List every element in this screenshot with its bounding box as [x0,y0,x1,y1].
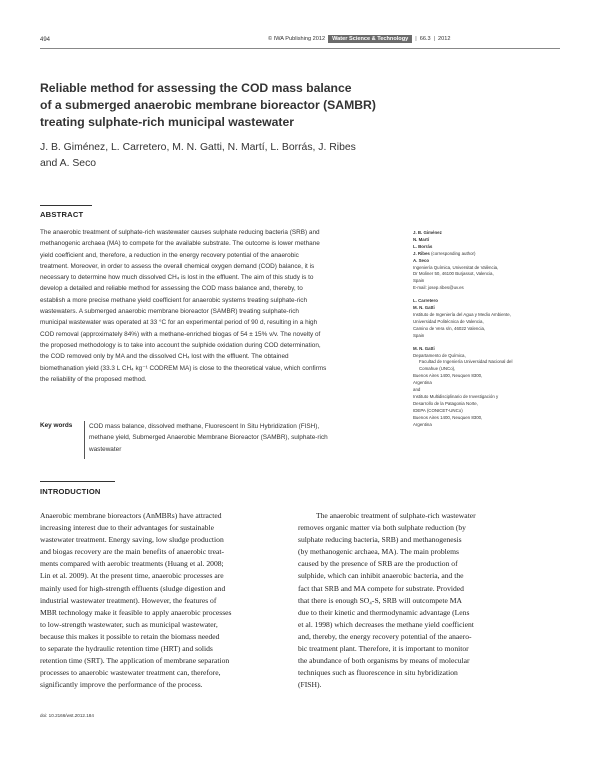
intro-line: et al. 1998) which decreases the methane yield coefficient [298,619,474,629]
volume-issue: 66.3 [419,36,431,42]
intro-line: techniques such as fluorescence in situ hybridization [298,668,458,678]
affiliation-line: Instituto Multidisciplinario de Investigación y [413,393,499,399]
abstract-line: municipal wastewater was operated at 33 °C for an experimental period of 90 d, resulting in a high [40,319,318,327]
keywords-list [89,421,389,455]
intro-line: fact that SRB and MA compete for substrate. Provided [298,583,464,593]
intro-line: and biogas recovery are the main benefits of anaerobic treat- [40,547,225,557]
affiliation-line: Argentina [413,421,432,427]
affiliation-author: A. Seco [413,257,430,263]
affiliation-line: Departamento de Química, [413,352,466,358]
email-link[interactable]: E-mail: josep.ribes@uv.es [413,285,464,291]
intro-line: Lin et al. 2009). At the present time, anaerobic processes are [40,571,224,581]
header-separator: | [433,36,436,42]
affiliation-line: Dr Moliner 50, 46100 Burjassot, Valencia, [413,271,494,277]
title-line: treating sulphate-rich municipal wastewater [40,115,294,129]
affiliation-line: Desarrollo de la Patagonia Norte, [413,400,478,406]
affiliation-line: Spain [413,278,425,284]
intro-line: ments compared with aerobic treatments (Huang et al. 2008; [40,559,224,569]
copyright: © IWA Publishing 2012 [268,36,326,42]
corresponding-author [413,251,563,258]
intro-line: because this makes it possible to retain the biomass needed [40,631,220,641]
affiliation-author: L. Borrás [413,243,433,249]
abstract-line: necessary to determine how much dissolved CH₄ is lost in the effluent. The aim of this study is to [40,274,314,282]
abstract-line: yield coefficient and, therefore, a reduction in the energy recovery potential of the anaerobic [40,251,299,259]
affiliation-line: Comahue (UNCo), [419,366,456,372]
intro-line: that there is enough SO₄-S, SRB will outcompete MA [298,595,463,605]
affiliation-line: Ingeniería Química, Universitat de València, [413,264,499,270]
abstract-line: establish a more precise methane yield coefficient for anaerobic systems treating sulphate-rich [40,296,308,304]
article-title [40,80,440,131]
intro-line: MBR technology make it feasible to apply anaerobic processes [40,607,232,617]
abstract-line: the proposed methodology is to take into account the sulphide oxidation during COD determination, [40,341,321,349]
keywords-line: COD mass balance, dissolved methane, Fluorescent In Situ Hybridization (FISH), [89,423,320,430]
author-list [40,140,370,172]
abstract-rule [40,205,92,206]
intro-line: (by methanogenic archaea, MA). The main problems [298,547,459,557]
intro-left-column [40,510,305,691]
intro-line: sulphate reducing bacteria, SRB) and methanogenesis [298,535,462,545]
affiliation-author: L. Carretero [413,298,438,304]
intro-line: The anaerobic treatment of sulphate-rich wastewater [316,511,476,520]
affiliation-line: Argentina [413,380,432,386]
abstract-heading: ABSTRACT [40,210,84,219]
intro-line: to separate the hydraulic retention time (HRT) and solids [40,644,213,654]
intro-line: due to their kinetic and thermodynamic advantage (Lens [298,607,470,617]
abstract-line: develop a detailed and reliable method for assessing the COD mass balance and, thereby, to [40,285,303,293]
intro-line: processes to anaerobic wastewater treatment can, therefore, [40,668,221,678]
intro-line: removes organic matter via both sulphate reduction (by [298,523,466,533]
title-line: Reliable method for assessing the COD mass balance [40,81,352,95]
affiliation-author: M. N. Gatti [413,345,435,351]
intro-line: Anaerobic membrane bioreactors (AnMBRs) have attracted [40,511,222,520]
doi[interactable]: doi: 10.2166/wst.2012.184 [40,713,94,718]
abstract-body [40,227,397,385]
intro-right-column [298,510,563,691]
intro-line: caused by the presence of SRB are the production of [298,559,458,569]
intro-line: the abundance of both organisms by means of molecular [298,656,470,666]
intro-line: retention time (SRT). The application of membrane separation [40,656,230,666]
intro-line: bic treatment plant. Therefore, it is important to monitor [298,644,469,654]
intro-line: industrial wastewater treatment). However, the features of [40,595,217,605]
affiliation-line: Spain [413,332,425,338]
abstract-line: methanogenic archaea (MA) to compete for the available substrate. The outcome is lower methane [40,240,320,248]
header-rule [40,48,560,49]
title-line: of a submerged anaerobic membrane bioreactor (SAMBR) [40,98,376,112]
affiliation-author: N. Martí [413,236,430,242]
abstract-line: the COD removed only by MA and the dissolved CH₄ lost with the effluent. The obtained [40,353,289,361]
introduction-rule [40,481,115,482]
keywords-line: wastewater [89,445,122,453]
affiliation-line: Camino de Vera s/n, 46022 Valencia, [413,325,486,331]
abstract-line: wastewaters. A submerged anaerobic membrane bioreactor (SAMBR) treating sulphate-rich [40,308,299,316]
affiliation-author: J. Ribes [413,250,430,256]
author-line: J. B. Giménez, L. Carretero, M. N. Gatti, N. Martí, L. Borrás, J. Ribes [40,142,356,153]
abstract-line: the reliability of the proposed method. [40,375,147,383]
affiliation-author: M. N. Gatti [413,305,435,311]
affiliation-line: Buenos Aires 1400, Neuquen 8300, [413,373,483,379]
keywords-divider [84,421,85,459]
introduction-heading: INTRODUCTION [40,487,101,496]
abstract-line: treatment. Moreover, in order to assess the overall chemical oxygen demand (COD) balance, it is [40,262,315,270]
corresponding-note: (corresponding author) [429,250,476,256]
author-line: and A. Seco [40,158,97,169]
affiliation-line: Buenos Aires 1400, Neuquen 8300, [413,414,483,420]
affiliations [413,230,563,428]
intro-line: to low-strength wastewater, such as municipal wastewater, [40,619,218,629]
affiliation-line: and [413,387,421,393]
intro-line: sulphide, which can inhibit anaerobic bacteria, and the [298,571,464,581]
affiliation-line: IDEPA (CONICET-UNCo) [413,407,463,413]
journal-name: Water Science & Technology [328,35,412,43]
running-header [268,35,451,43]
keywords-line: methane yield, Submerged Anaerobic Membrane Bioreactor (SAMBR), sulphate-rich [89,434,328,442]
header-separator: | [415,36,417,42]
abstract-line: The anaerobic treatment of sulphate-rich wastewater causes sulphate reducing bacteria (SRB) and [40,229,320,236]
intro-line: (FISH). [298,680,322,690]
abstract-line: COD removal (approximately 84%) with a methane-enriched biogas of 54 ± 15% v/v. The novelty of [40,330,321,338]
keywords-label: Key words [40,422,73,429]
intro-line: increasing interest due to their advantages for sustainable [40,523,214,533]
abstract-line: biomethanation yield (33.3 L CH₄ kg⁻¹ CODREM MA) is close to the theoretical value, which confirms [40,364,327,372]
intro-line: mainly used for high-strength effluents (sludge digestion and [40,583,226,593]
intro-line: wastewater treatment. Energy saving, low sludge production [40,535,224,545]
page-number: 494 [40,37,51,43]
affiliation-line: Instituto de Ingeniería del Agua y Medio Ambiente, [413,311,511,317]
intro-line: and, thereby, the energy recovery potential of the anaero- [298,631,472,641]
affiliation-author: J. B. Giménez [413,230,442,235]
intro-line: significantly improve the performance of the process. [40,680,203,690]
affiliation-line: Facultad de Ingeniería Universidad Nacional del [419,359,513,365]
year: 2012 [438,36,451,42]
affiliation-line: Universidad Politécnica de Valencia, [413,318,484,324]
